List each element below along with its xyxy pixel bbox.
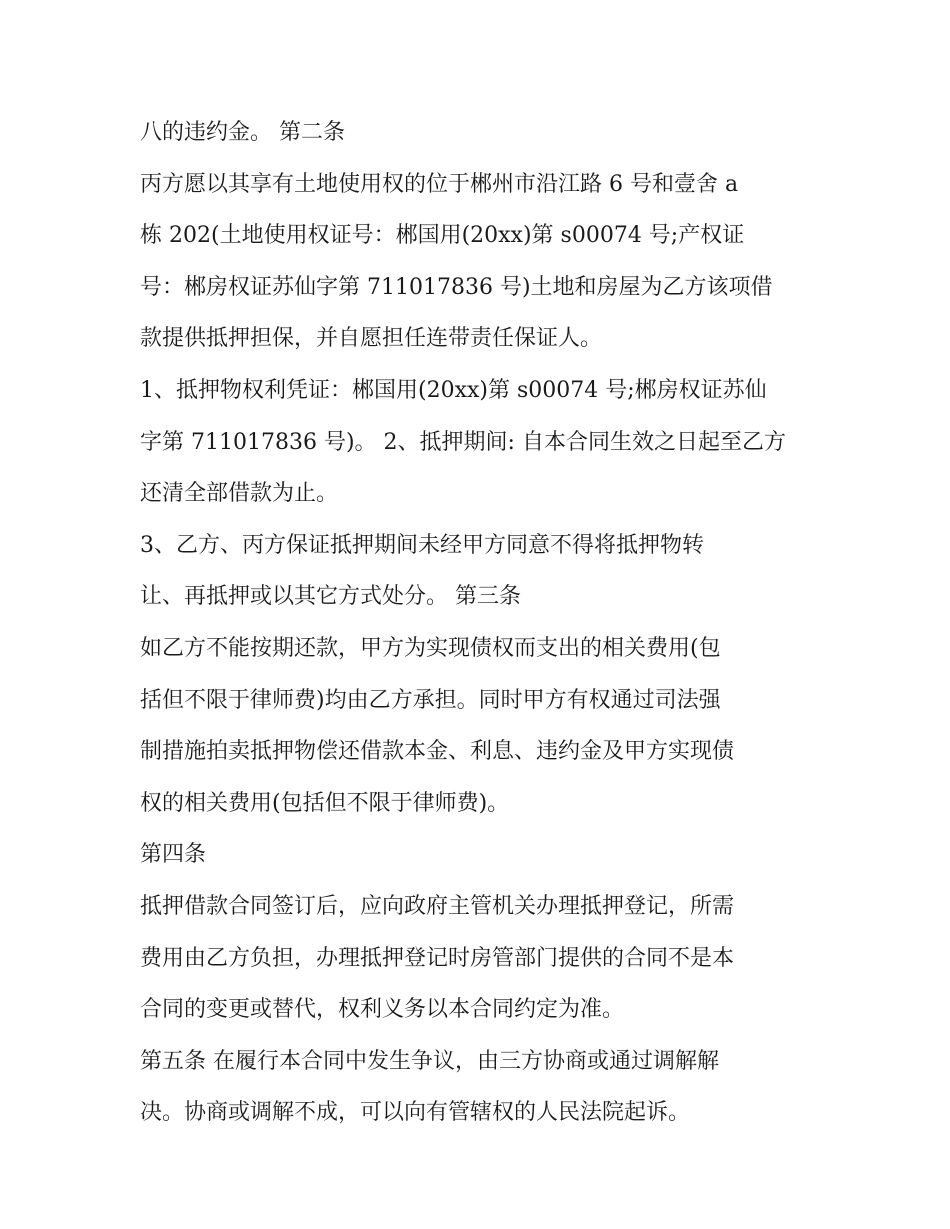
text-line: 栋 202(土地使用权证号：郴国用(20xx)第 s00074 号;产权证 [140, 223, 745, 249]
text-line: 括但不限于律师费)均由乙方承担。同时甲方有权通过司法强 [140, 687, 721, 713]
text-line: 丙方愿以其享有土地使用权的位于郴州市沿江路 6 号和壹舍 a [140, 171, 739, 197]
text-line: 让、再抵押或以其它方式处分。 第三条 [140, 584, 521, 610]
text-line: 合同的变更或替代，权利义务以本合同约定为准。 [140, 997, 625, 1023]
text-line: 3、乙方、丙方保证抵押期间未经甲方同意不得将抵押物转 [140, 532, 704, 558]
text-line: 抵押借款合同签订后，应向政府主管机关办理抵押登记，所需 [140, 893, 735, 919]
text-line: 还清全部借款为止。 [140, 481, 339, 507]
text-line: 权的相关费用(包括但不限于律师费)。 [140, 790, 510, 816]
text-line: 款提供抵押担保，并自愿担任连带责任保证人。 [140, 326, 603, 352]
text-line: 字第 711017836 号)。 2、抵押期间: 自本合同生效之日起至乙方 [140, 429, 786, 455]
text-line: 号：郴房权证苏仙字第 711017836 号)土地和房屋为乙方该项借 [140, 274, 773, 300]
text-line: 制措施拍卖抵押物偿还借款本金、利息、违约金及甲方实现债 [140, 739, 735, 765]
document-body [140, 107, 820, 1139]
text-line: 第四条 [140, 842, 207, 868]
text-line: 如乙方不能按期还款，甲方为实现债权而支出的相关费用(包 [140, 635, 721, 661]
text-line: 1、抵押物权利凭证：郴国用(20xx)第 s00074 号;郴房权证苏仙 [140, 377, 767, 403]
text-line: 八的违约金。 第二条 [140, 120, 345, 145]
text-line: 费用由乙方负担，办理抵押登记时房管部门提供的合同不是本 [140, 945, 735, 971]
text-line: 第五条 在履行本合同中发生争议，由三方协商或通过调解解 [140, 1048, 719, 1074]
text-line: 决。协商或调解不成，可以向有管辖权的人民法院起诉。 [140, 1100, 691, 1126]
